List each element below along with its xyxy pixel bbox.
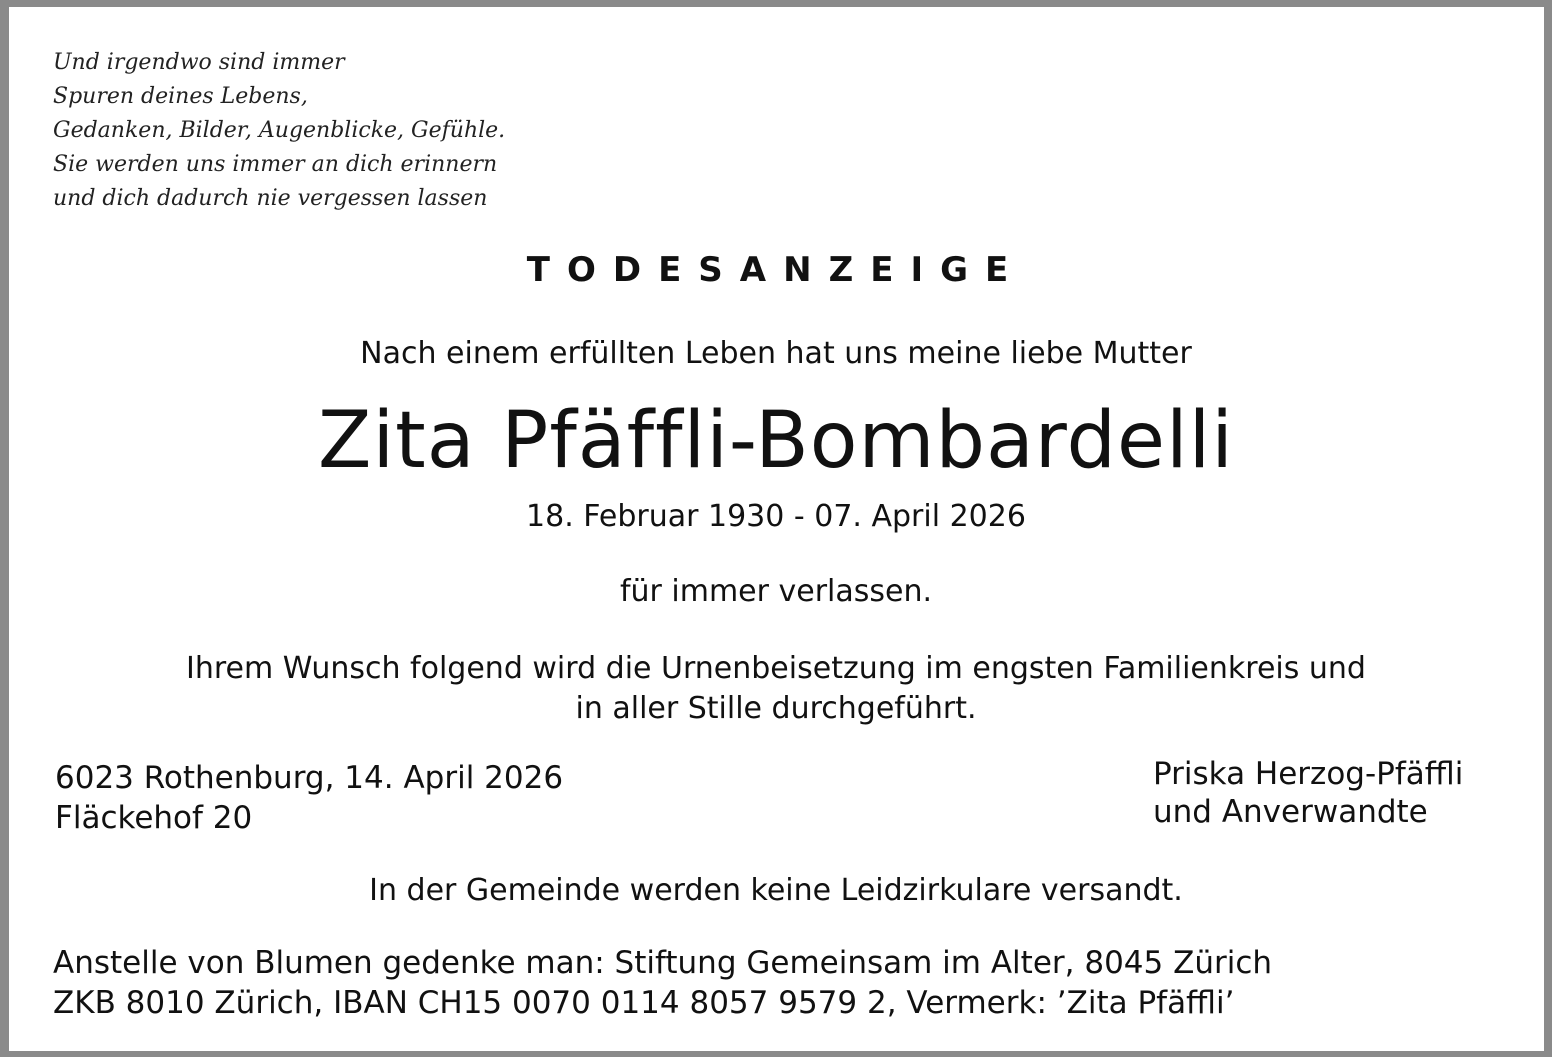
funeral-wish-line: Ihrem Wunsch folgend wird die Urnenbeisetzung im engsten Familienkreis und — [186, 651, 1366, 686]
signers-block — [1153, 755, 1463, 831]
place-date: 6023 Rothenburg, 14. April 2026 — [55, 760, 564, 796]
intro-text: Nach einem erfüllten Leben hat uns meine liebe Mutter — [360, 336, 1192, 371]
donation-block — [53, 943, 1272, 1023]
poem-line: Gedanken, Bilder, Augenblicke, Gefühle. — [53, 118, 506, 143]
life-dates: 18. Februar 1930 - 07. April 2026 — [526, 499, 1026, 534]
heading: TODESANZEIGE — [526, 250, 1026, 290]
poem — [53, 46, 505, 216]
donation-line: ZKB 8010 Zürich, IBAN CH15 0070 0114 8057 9579 2, Vermerk: ’Zita Pfäffli’ — [53, 985, 1235, 1021]
circular-notice: In der Gemeinde werden keine Leidzirkulare versandt. — [369, 873, 1183, 908]
funeral-wish — [0, 649, 1552, 729]
donation-line: Anstelle von Blumen gedenke man: Stiftung Gemeinsam im Alter, 8045 Zürich — [53, 945, 1273, 981]
street-address: Fläckehof 20 — [55, 800, 253, 836]
poem-line: Sie werden uns immer an dich erinnern — [53, 152, 498, 177]
address-block — [55, 758, 563, 838]
poem-line: Spuren deines Lebens, — [53, 84, 308, 109]
poem-line: und dich dadurch nie vergessen lassen — [53, 186, 488, 211]
left-behind-text: für immer verlassen. — [619, 574, 933, 609]
signer-name: Priska Herzog-Pfäffli — [1153, 756, 1464, 792]
deceased-name: Zita Pfäffli-Bombardelli — [318, 396, 1234, 486]
funeral-wish-line: in aller Stille durchgeführt. — [575, 691, 977, 726]
poem-line: Und irgendwo sind immer — [53, 50, 345, 75]
signer-relatives: und Anverwandte — [1153, 794, 1428, 830]
